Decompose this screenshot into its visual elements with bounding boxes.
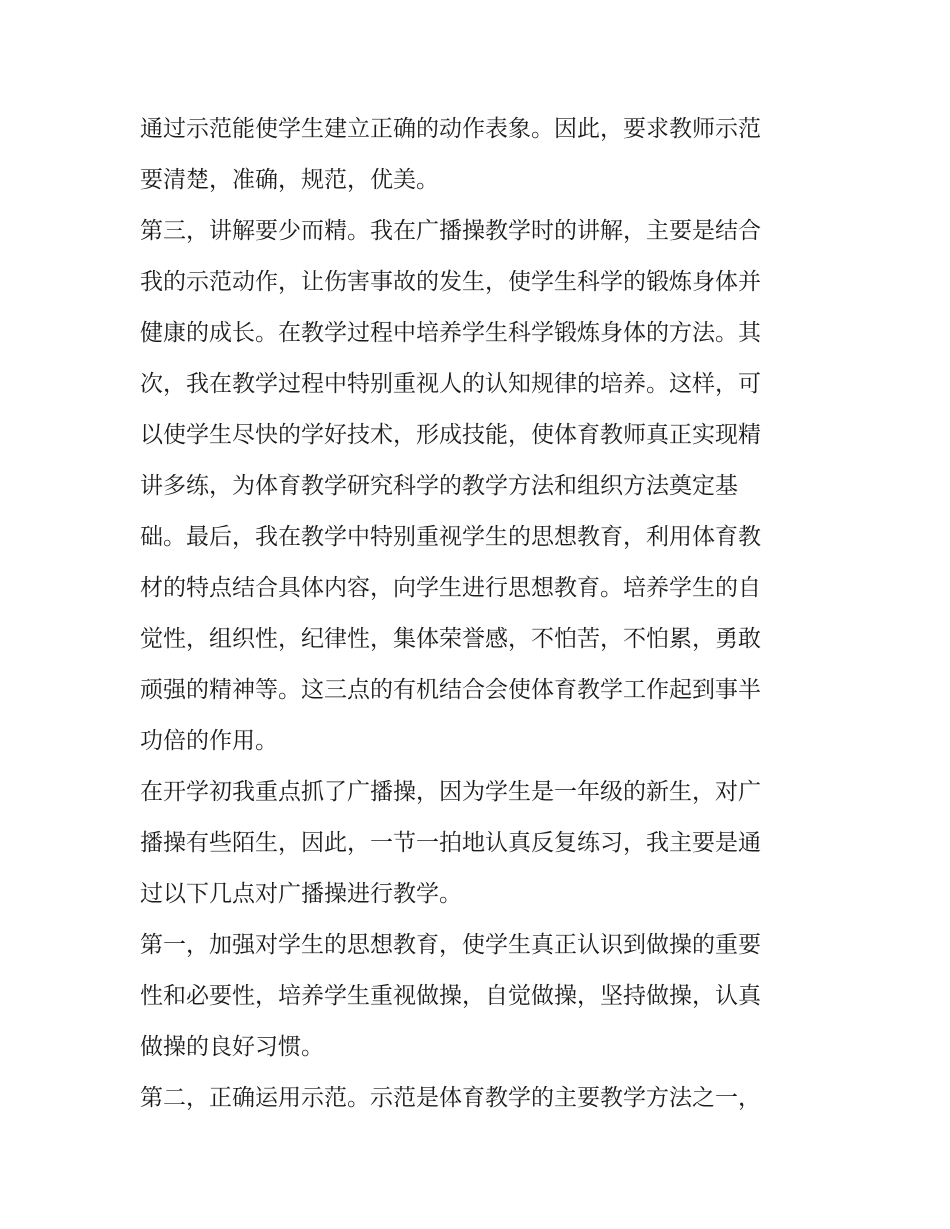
text-line: 础。最后，我在教学中特别重视学生的思想教育，利用体育教: [140, 524, 761, 550]
text-line: 性和必要性，培养学生重视做操，自觉做操，坚持做操，认真: [140, 983, 761, 1009]
text-line: 第三，讲解要少而精。我在广播操教学时的讲解，主要是结合: [140, 218, 761, 244]
text-line: 顽强的精神等。这三点的有机结合会使体育教学工作起到事半: [140, 677, 761, 703]
text-line: 第一，加强对学生的思想教育，使学生真正认识到做操的重要: [140, 932, 761, 958]
text-line: 做操的良好习惯。: [140, 1034, 324, 1060]
text-line: 次，我在教学过程中特别重视人的认知规律的培养。这样，可: [140, 371, 761, 397]
text-line: 要清楚，准确，规范，优美。: [140, 167, 439, 193]
text-line: 材的特点结合具体内容，向学生进行思想教育。培养学生的自: [140, 575, 761, 601]
text-line: 过以下几点对广播操进行教学。: [140, 881, 462, 907]
text-line: 我的示范动作，让伤害事故的发生，使学生科学的锻炼身体并: [140, 269, 761, 295]
text-line: 健康的成长。在教学过程中培养学生科学锻炼身体的方法。其: [140, 320, 761, 346]
text-line: 觉性，组织性，纪律性，集体荣誉感，不怕苦，不怕累，勇敢: [140, 626, 761, 652]
text-line: 功倍的作用。: [140, 728, 278, 754]
text-line: 第二，正确运用示范。示范是体育教学的主要教学方法之一，: [140, 1085, 761, 1111]
text-line: 通过示范能使学生建立正确的动作表象。因此，要求教师示范: [140, 116, 761, 142]
text-line: 播操有些陌生，因此，一节一拍地认真反复练习，我主要是通: [140, 830, 761, 856]
text-line: 在开学初我重点抓了广播操，因为学生是一年级的新生，对广: [140, 779, 761, 805]
text-line: 讲多练，为体育教学研究科学的教学方法和组织方法奠定基: [140, 473, 738, 499]
body-text: [140, 104, 820, 1124]
text-line: 以使学生尽快的学好技术，形成技能，使体育教师真正实现精: [140, 422, 761, 448]
